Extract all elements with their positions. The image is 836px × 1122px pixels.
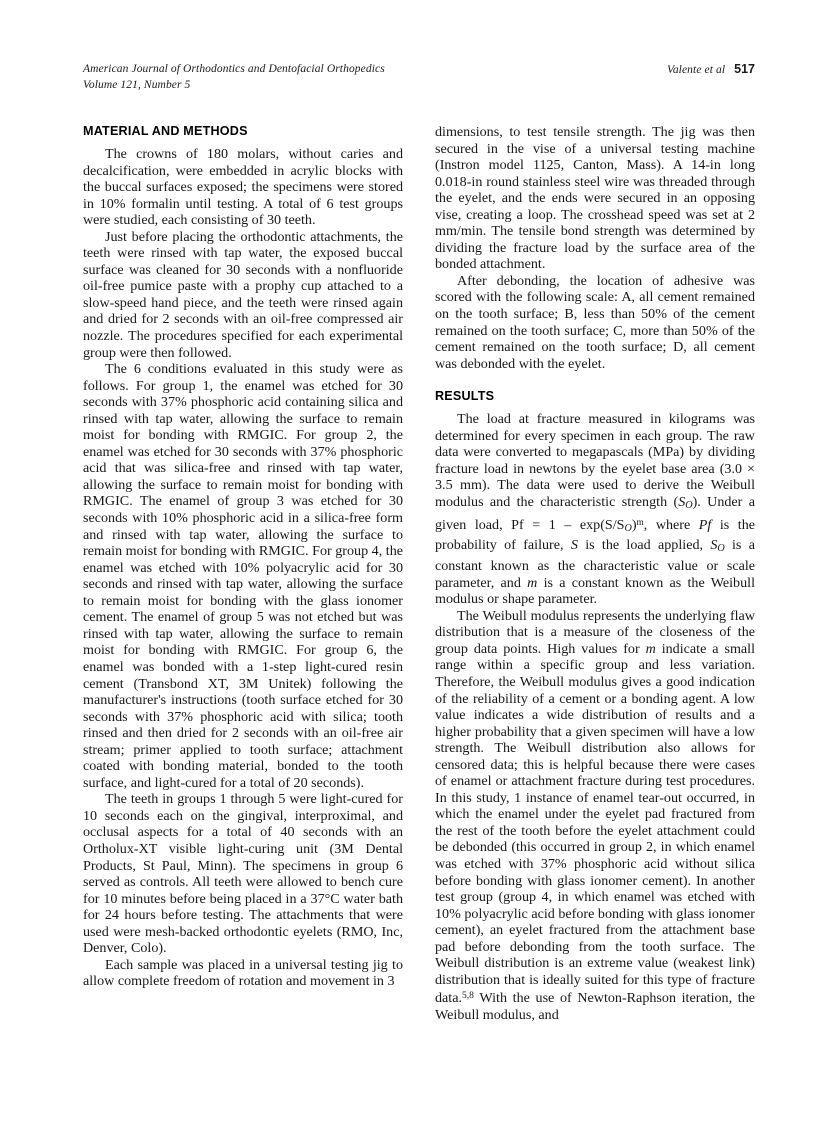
formula-text-segment-7: is a constant known as the Weibull modulus or shape parameter. [435, 574, 755, 608]
symbol-probability-of-failure: Pf [698, 516, 712, 533]
formula-text-segment-3: , where [643, 516, 699, 533]
heading-material-and-methods: MATERIAL AND METHODS [83, 124, 248, 138]
superscript-m-exponent: m [636, 517, 644, 528]
modulus-text-segment-2: indicate a small range within a specific group and less variation. Therefore, the Weibull modulus gives a good indication of the reliability of a cement or a bonding agent. A low value indicates a wide distribution of results and a higher probability that a given specimen will have a low strength. The Weibull distribution also allows for censored data; this is helpful because there were cases of enamel or attachment fracture during test procedures. In this study, 1 instance of enamel tear-out occurred, in which the enamel under the eyelet pad fractured from the rest of the tooth before the eyelet attachment could be debonded (this occurred in group 2, in which enamel was etched with 37% phosphoric acid without silica before bonding with glass ionomer cement). In another test group (group 4, in which enamel was etched with 10% polyacrylic acid before bonding with glass ionomer cement), an eyelet fractured from the attachment base pad before debonding from the tooth surface. The Weibull distribution is an extreme value (weakest link) distribution that is ideally suited for this type of fracture data. [435, 640, 755, 1007]
modulus-text-segment-3: With the use of Newton-Raphson iteration, the Weibull modulus, and [435, 990, 755, 1023]
formula-text-segment-6: is a constant known as the characteristic value or scale parameter, and [435, 537, 755, 591]
subscript-O-3: O [717, 543, 725, 555]
formula-text-segment-1: The load at fracture measured in kilograms was determined for every specimen in each group. The raw data were converted to megapascals (MPa) by dividing fracture load in newtons by the eyelet base area (3.0 × 3.5 mm). The data were used to derive the Weibull modulus and the characteristic strength ( [435, 411, 755, 510]
paragraph-weibull-modulus-discussion [435, 608, 755, 1024]
heading-results: RESULTS [435, 389, 495, 404]
paragraph-specimen-preparation: The crowns of 180 molars, without caries and decalcification, were embedded in acrylic blocks with the buccal surfaces exposed; the specimens were stored in 10% formalin until testing. A total of 6 test groups were studied, each consisting of 30 teeth. [83, 146, 403, 229]
paragraph-adhesive-remnant-scale: After debonding, the location of adhesive was scored with the following scale: A, all cement remained on the tooth surface; B, less than 50% of the cement remained on the tooth surface; C, more than 50% of the cement remained on the tooth surface; D, all cement was debonded with the eyelet. [435, 272, 755, 372]
citation-reference: 5,8 [462, 990, 474, 1002]
header-attribution [667, 62, 755, 76]
formula-text-segment-5: is the load applied, [577, 537, 711, 554]
paragraph-light-curing: The teeth in groups 1 through 5 were light-cured for 10 seconds each on the gingival, interproximal, and occlusal aspects for a total of 40 seconds with an Ortholux-XT visible light-curing unit (3M Dental Products, St Paul, Minn). The specimens in group 6 served as controls. All teeth were allowed to bench cure for 10 minutes before being placed in a 37°C water bath for 24 hours before testing. The attachments that were used were mesh-backed orthodontic eyelets (RMO, Inc, Denver, Colo). [83, 791, 403, 957]
paragraph-weibull-formula: The load at fracture measured in kilograms was determined for every specimen in each group. The raw data were converted to megapascals (MPa) by dividing fracture load in newtons by the eyelet base area (3.0 × 3.5 mm). The data were used to derive the Weibull modulus and the characteristic strength $(S_O)$. Under a given load, $Pf = 1 - \exp(S/S_O)^m$, where Pf is the probability of failure, S is the load applied, $S_O$ is a constant known as the characteristic value or scale parameter, and m is a constant known as the Weibull modulus or shape parameter. [435, 411, 755, 608]
journal-title: American Journal of Orthodontics and Dentofacial Orthopedics [83, 63, 385, 75]
journal-volume-issue: Volume 121, Number 5 [83, 78, 191, 91]
symbol-weibull-modulus-inline: m [645, 640, 656, 657]
symbol-characteristic-strength: S [678, 493, 686, 510]
paragraph-testing-jig: Each sample was placed in a universal testing jig to allow complete freedom of rotation and movement in 3 [83, 956, 403, 990]
subscript-O-1: O [685, 500, 693, 512]
two-column-body [83, 124, 755, 1084]
formula-text-segment-4: is the probability of failure, [435, 516, 755, 554]
page-number: 517 [734, 62, 755, 76]
running-header [83, 62, 755, 93]
right-column [435, 124, 755, 1084]
formula-text-segment-2: ). Under a given load, Pf = 1 – exp(S/S [435, 493, 755, 533]
modulus-text-segment-1: The Weibull modulus represents the underlying flaw distribution that is a measure of the closeness of the group data points. High values for [435, 607, 755, 657]
journal-identification [83, 62, 385, 93]
paragraph-six-conditions: The 6 conditions evaluated in this study were as follows. For group 1, the enamel was etched for 30 seconds with 37% phosphoric acid containing silica and rinsed with tap water, allowing the surface to remain moist for bonding with RMGIC. For group 2, the enamel was etched for 30 seconds with 37% phosphoric acid that was silica-free and rinsed with tap water, allowing the surface to remain moist for bonding with RMGIC. The enamel of group 3 was etched for 30 seconds with 10% phosphoric acid in a silica-free form and rinsed with tap water, allowing the surface to remain moist for bonding with RMGIC. For group 4, the enamel was etched with 10% polyacrylic acid for 30 seconds and rinsed with tap water, allowing the surface to remain moist for bonding with the glass ionomer cement. The enamel of group 5 was not etched but was rinsed with tap water, allowing the surface to remain moist for bonding with RMGIC. For group 6, the enamel was bonded with a 1-step light-cured resin cement (Transbond XT, 3M Unitek) following the manufacturer's instructions (tooth surface etched for 30 seconds with 37% phosphoric acid with silica; tooth rinsed and then dried for 2 seconds with an oil-free air stream; primer applied to tooth surface; attachment coated with bonding material, bonded to the tooth surface, and light-cured for a total of 20 seconds). [83, 361, 403, 791]
symbol-characteristic-strength-2: S [710, 537, 718, 554]
paragraph-tensile-testing: dimensions, to test tensile strength. The jig was then secured in the vise of a universal testing machine (Instron model 1125, Canton, Mass). A 14-in long 0.018-in round stainless steel wire was threaded through the eyelet, and the ends were secured in an opposing vise, creating a loop. The crosshead speed was set at 2 mm/min. The tensile bond strength was determined by dividing the fracture load by the surface area of the bonded attachment. [435, 124, 755, 273]
author-citation: Valente et al [666, 64, 726, 76]
left-column [83, 124, 403, 1084]
paragraph-cleaning-procedure: Just before placing the orthodontic attachments, the teeth were rinsed with tap water, the exposed buccal surface was cleaned for 30 seconds with a nonfluoride oil-free pumice paste with a prophy cup attached to a slow-speed hand piece, and the teeth were rinsed again and dried for 2 seconds with an oil-free compressed air nozzle. The procedures specified for each experimental group were then followed. [83, 228, 403, 361]
subscript-O-2: O [624, 522, 632, 534]
symbol-weibull-modulus: m [527, 574, 538, 591]
symbol-load-applied: S [570, 537, 578, 554]
